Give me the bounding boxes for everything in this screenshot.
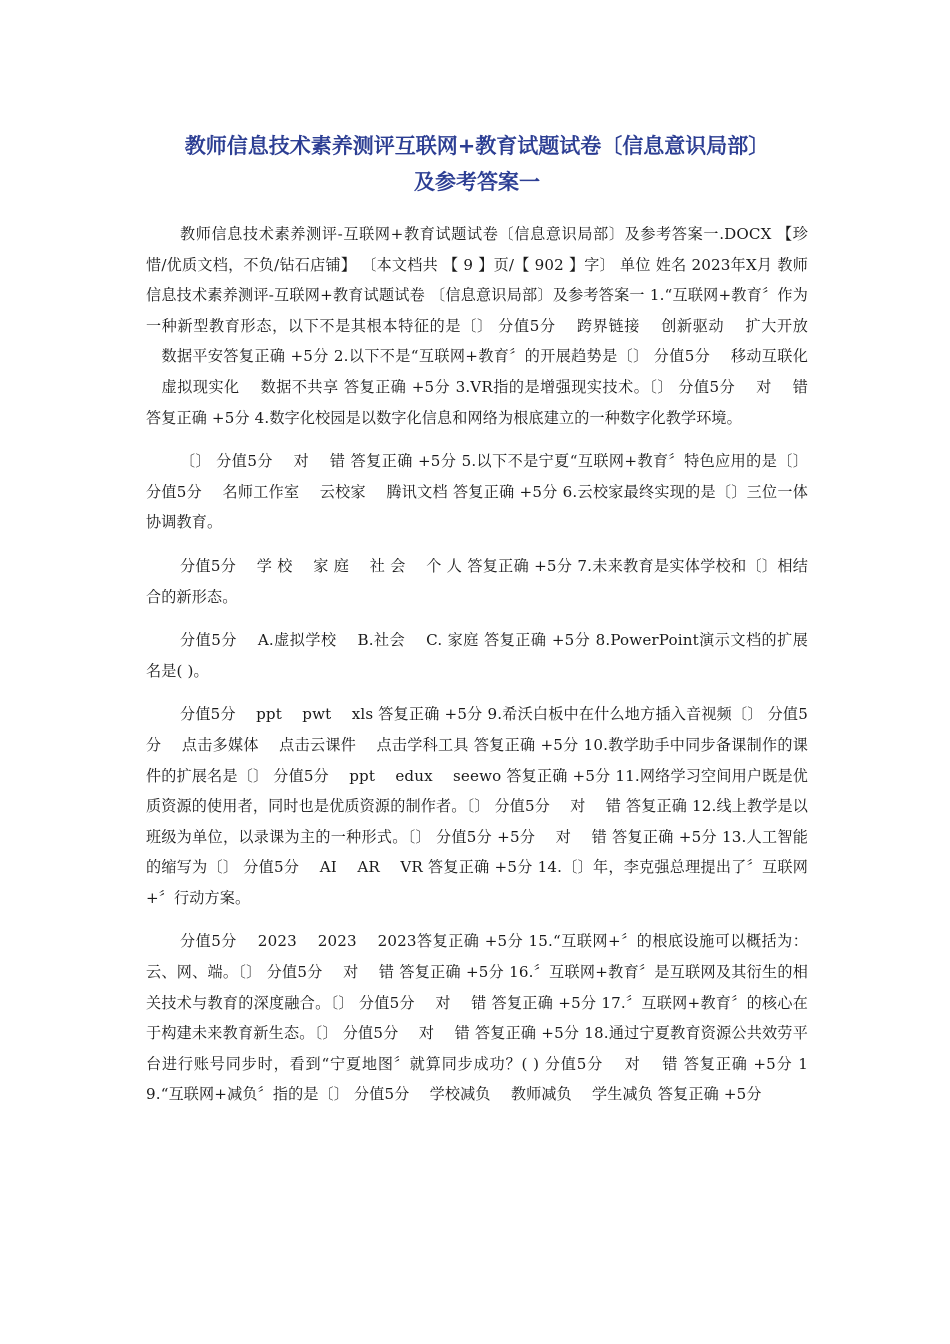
paragraph-2: 〔〕 分值5分 对 错 答复正确 +5分 5.以下不是宁夏“互联网+教育〞特色应用的是〔〕 分值5分 名师工作室 云校家 腾讯文档 答复正确 +5分 6.云校家最终实现的是〔〕三位一体协调教育。 bbox=[146, 452, 808, 532]
paragraph-6: 分值5分 2023 2023 2023答复正确 +5分 15.“互联网+〞的根底设施可以概括为：云、网、端。〔〕 分值5分 对 错 答复正确 +5分 16.〞互联网+教育〞是互联网及其衍生的相关技术与教育的深度融合。〔〕 分值5分 对 错 答复正确 +5分 17.〞互联网+教育〞的核心在于构建未来教育新生态。〔〕 分值5分 对 错 答复正确 +5分 18.通过宁夏教育资源公共效劳平台进行账号同步时，看到“宁夏地图〞就算同步成功？( ) 分值5分 对 错 答复正确 +5分 19.“互联网+减负〞指的是〔〕 分值5分 学校减负 教师减负 学生减负 答复正确 +5分 bbox=[146, 932, 808, 1104]
paragraph-4: 分值5分 A.虚拟学校 B.社会 C. 家庭 答复正确 +5分 8.PowerPoint演示文档的扩展名是( )。 bbox=[146, 631, 808, 680]
title-line-2: 及参考答案一 bbox=[414, 170, 540, 194]
paragraph-5: 分值5分 ppt pwt xls 答复正确 +5分 9.希沃白板中在什么地方插入音视频〔〕 分值5分 点击多媒体 点击云课件 点击学科工具 答复正确 +5分 10.教学助手中同步备课制作的课件的扩展名是〔〕 分值5分 ppt edux seewo 答复正确 +5分 11.网络学习空间用户既是优质资源的使用者，同时也是优质资源的制作者。〔〕 分值5分 对 错 答复正确 12.线上教学是以班级为单位，以录课为主的一种形式。〔〕 分值5分 +5分 对 错 答复正确 +5分 13.人工智能的缩写为〔〕 分值5分 AI AR VR 答复正确 +5分 14.〔〕年，李克强总理提出了〞互联网+〞行动方案。 bbox=[146, 705, 808, 907]
paragraph-3: 分值5分 学 校 家 庭 社 会 个 人 答复正确 +5分 7.未来教育是实体学校和〔〕相结合的新形态。 bbox=[146, 556, 808, 606]
document-page bbox=[146, 128, 808, 1123]
document-title bbox=[146, 128, 808, 200]
paragraph-1: 教师信息技术素养测评-互联网+教育试题试卷〔信息意识局部〕及参考答案一.DOCX 【珍惜/优质文档，不负/钻石店铺】 〔本文档共 【 9 】页/【 902 】字〕 单位 姓名 2023年X月 教师信息技术素养测评-互联网+教育试题试卷 〔信息意识局部〕及参考答案一 1.“互联网+教育〞作为一种新型教育形态，以下不是其根本特征的是〔〕 分值5分 跨界链接 创新驱动 扩大开放 数据平安答复正确 +5分 2.以下不是“互联网+教育〞的开展趋势是〔〕 分值5分 移动互联化 虚拟现实化 数据不共享 答复正确 +5分 3.VR指的是增强现实技术。〔〕 分值5分 对 错 答复正确 +5分 4.数字化校园是以数字化信息和网络为根底建立的一种数字化教学环境。 bbox=[146, 225, 808, 427]
title-line-1: 教师信息技术素养测评互联网+教育试题试卷〔信息意识局部〕 bbox=[184, 134, 770, 158]
document-body bbox=[146, 219, 808, 1110]
